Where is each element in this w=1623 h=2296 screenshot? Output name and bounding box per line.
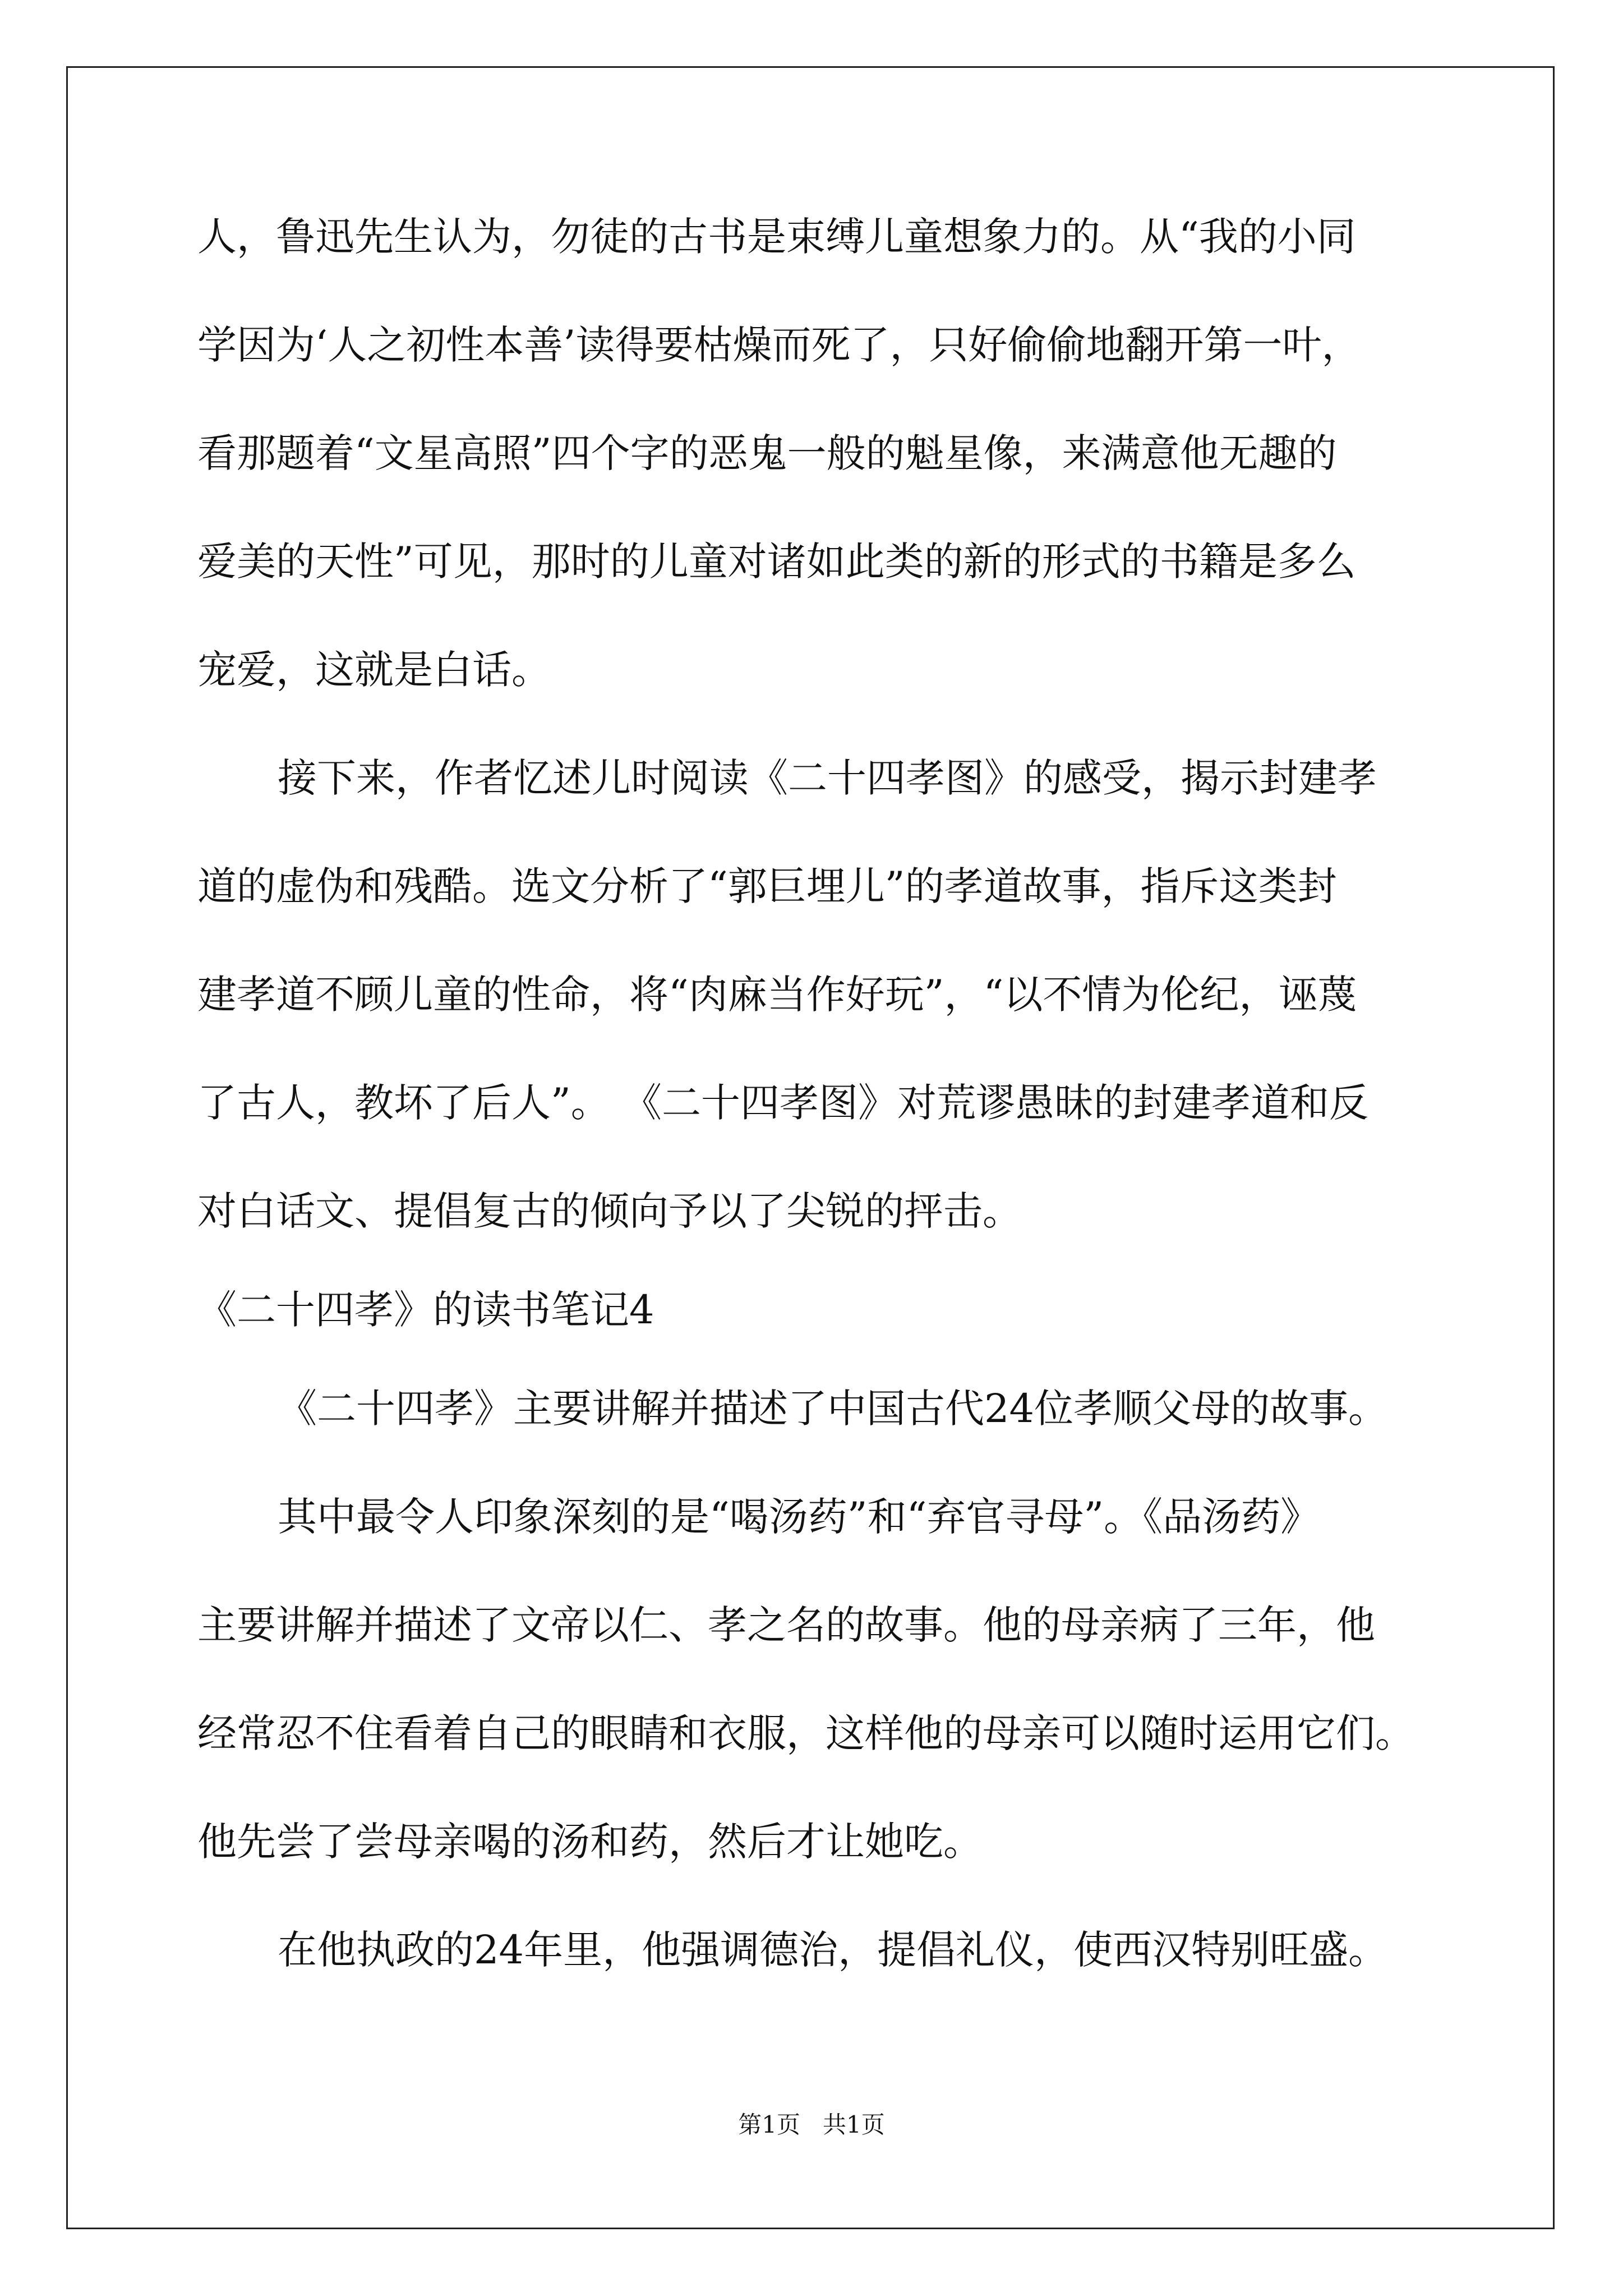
text-line: 建孝道不顾儿童的性命，将“肉麻当作好玩”，“以不情为伦纪，诬蔑 [197, 972, 1357, 1018]
text-line: 了古人，教坏了后人”。 《二十四孝图》对荒谬愚昧的封建孝道和反 [197, 1080, 1369, 1126]
text-line: 看那题着“文星高照”四个字的恶鬼一般的魁星像，来满意他无趣的 [197, 430, 1337, 476]
text-line: 宠爱，这就是白话。 [197, 647, 551, 693]
text-line: 道的虚伪和残酷。选文分析了“郭巨埋儿”的孝道故事，指斥这类封 [197, 863, 1337, 909]
section-heading: 《二十四孝》的读书笔记4 [197, 1287, 654, 1333]
text-line: 经常忍不住看着自己的眼睛和衣服，这样他的母亲可以随时运用它们。 [197, 1710, 1414, 1756]
text-line: 主要讲解并描述了文帝以仁、孝之名的故事。他的母亲病了三年，他 [197, 1602, 1375, 1648]
text-line: 接下来，作者忆述儿时阅读《二十四孝图》的感受，揭示封建孝 [278, 755, 1377, 801]
text-line: 人，鲁迅先生认为，勿徒的古书是束缚儿童想象力的。从“我的小同 [197, 214, 1356, 260]
page-footer: 第1页 共1页 [738, 2111, 885, 2138]
page-border [66, 66, 1555, 2229]
text-line: 在他执政的24年里，他强调德治，提倡礼仪，使西汉特别旺盛。 [278, 1927, 1388, 1973]
text-line: 他先尝了尝母亲喝的汤和药，然后才让她吃。 [197, 1819, 983, 1865]
text-line: 爱美的天性”可见，那时的儿童对诸如此类的新的形式的书籍是多么 [197, 539, 1356, 585]
text-line: 其中最令人印象深刻的是“喝汤药”和“弃官寻母”。《品汤药》 [278, 1494, 1320, 1540]
text-line: 对白话文、提倡复古的倾向予以了尖锐的抨击。 [197, 1188, 1022, 1234]
text-line: 学因为‘人之初性本善’读得要枯燥而死了，只好偷偷地翻开第一叶， [197, 322, 1361, 368]
text-line: 《二十四孝》主要讲解并描述了中国古代24位孝顺父母的故事。 [278, 1386, 1388, 1432]
